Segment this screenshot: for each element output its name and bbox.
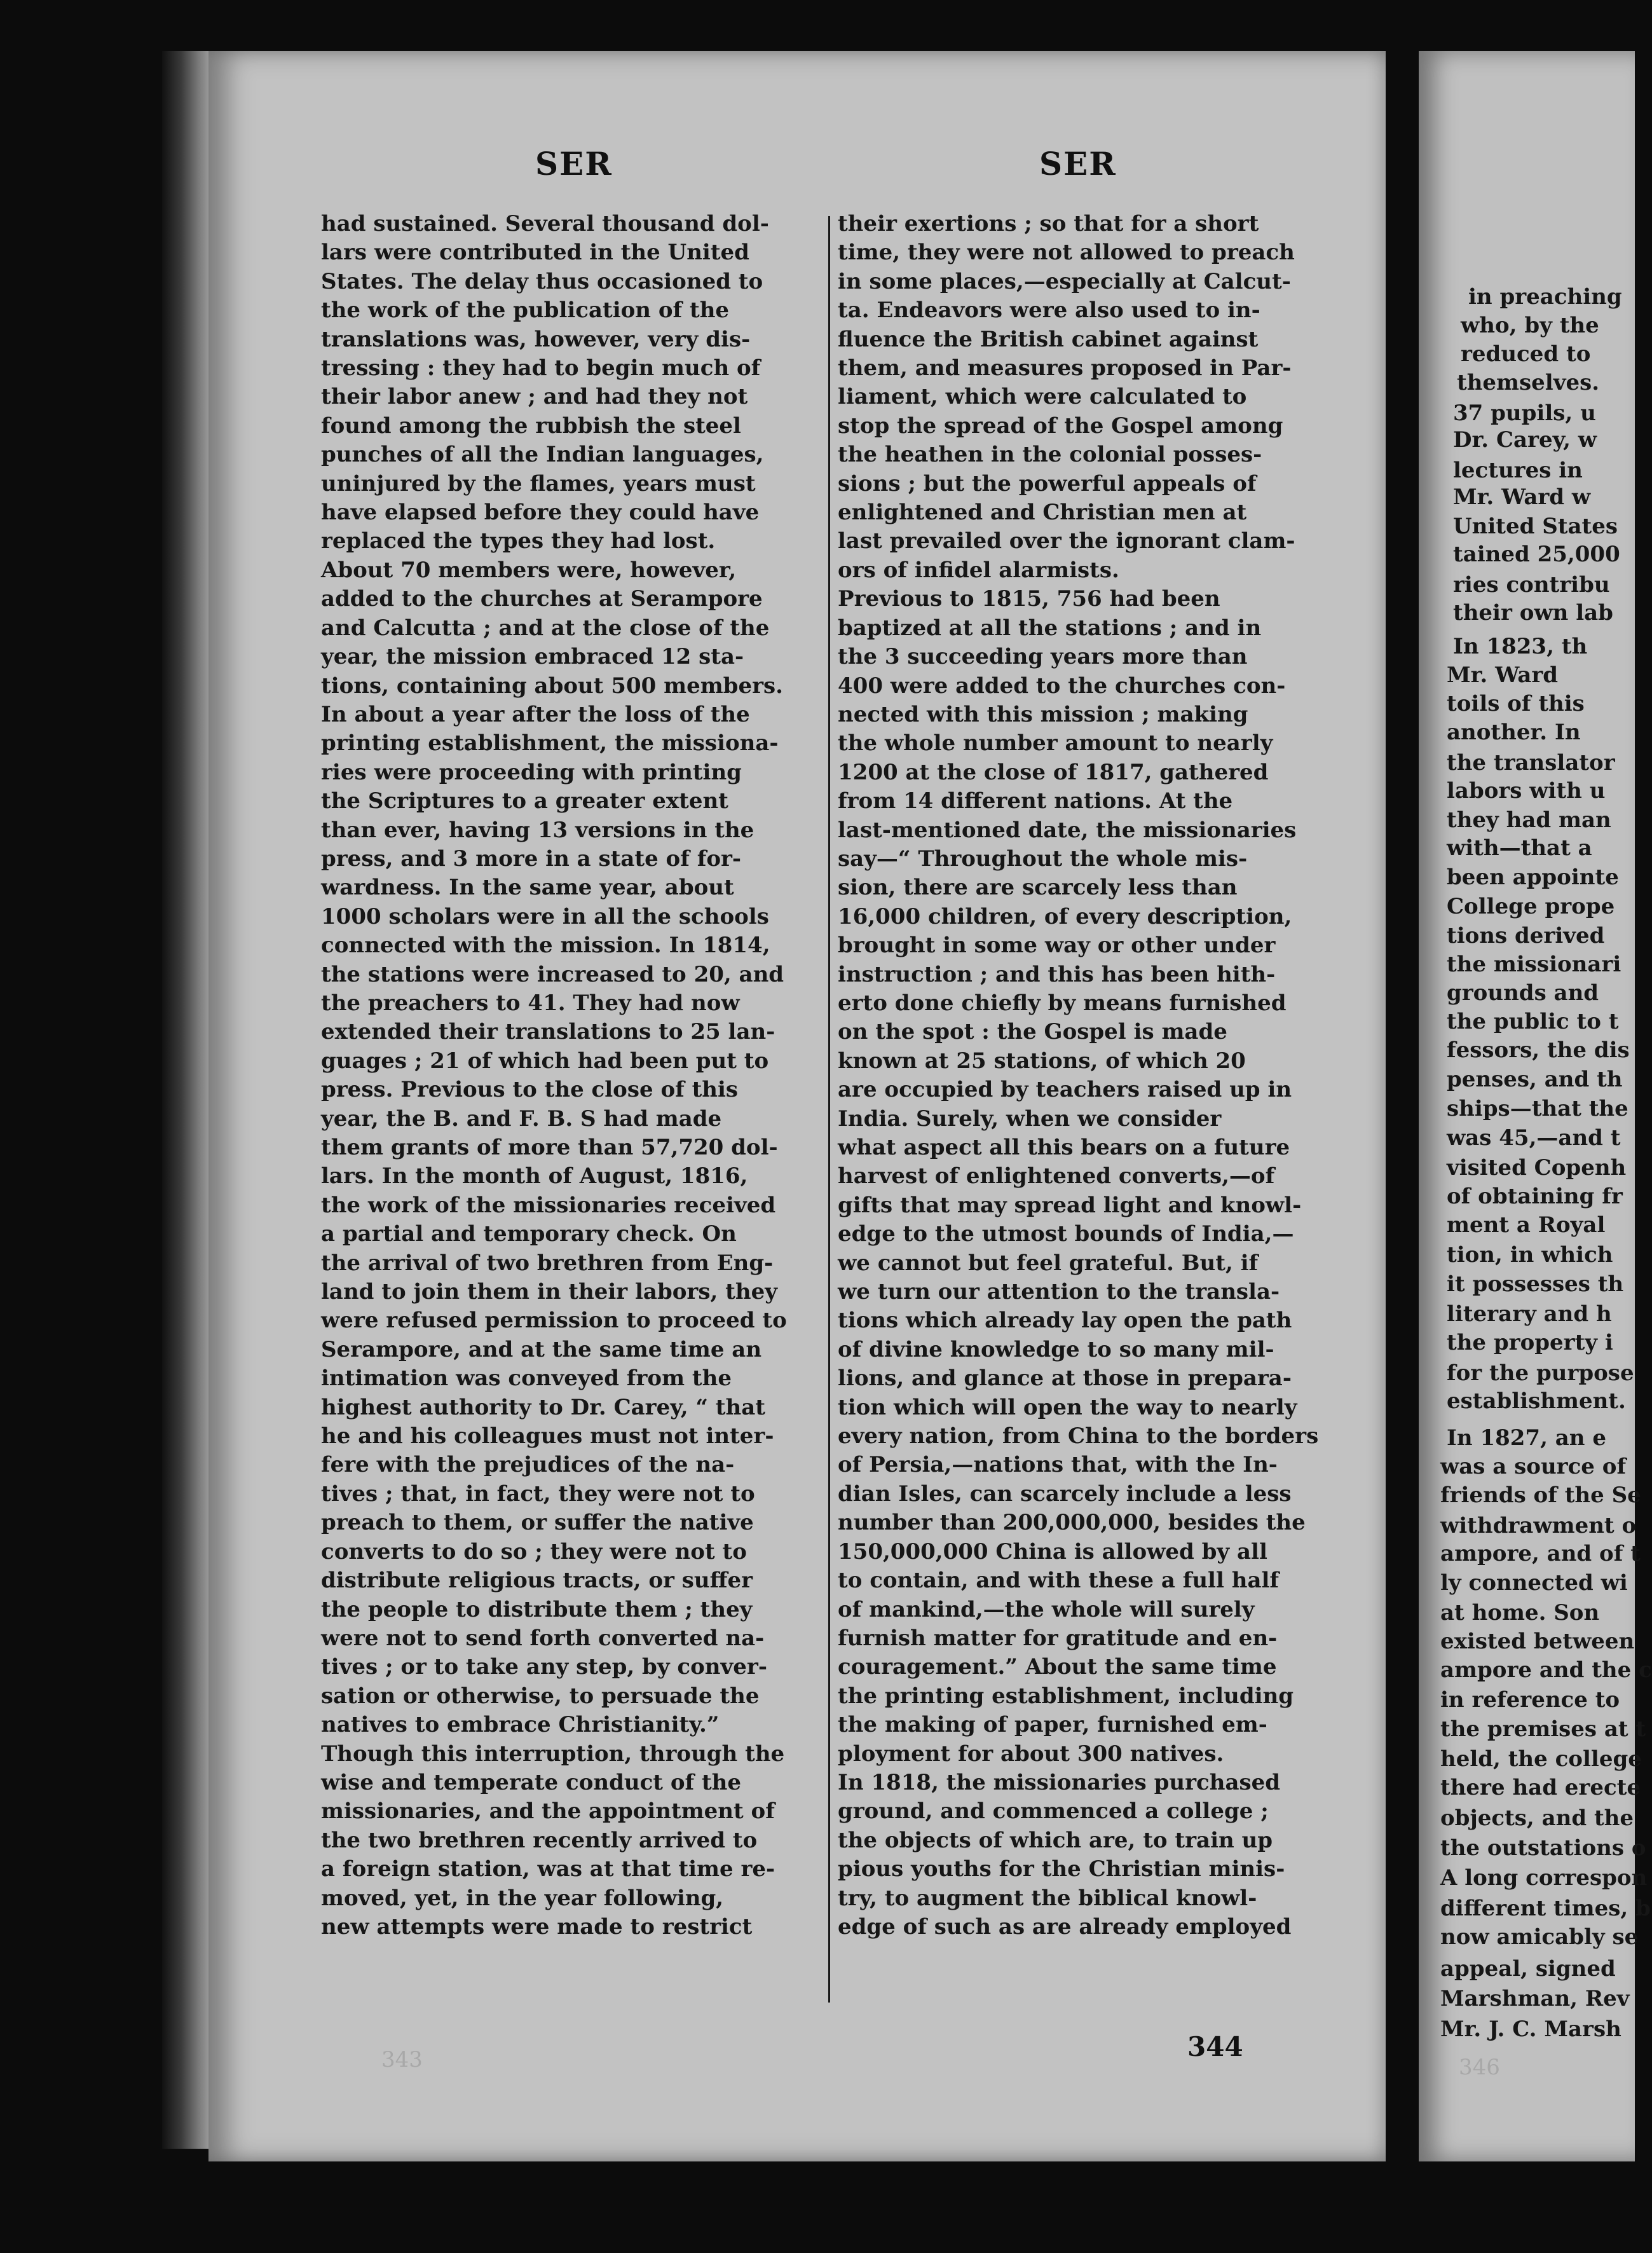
text-line: tion which will open the way to nearly xyxy=(838,1394,1297,1420)
facing-page-line: penses, and th xyxy=(1447,1067,1623,1092)
text-line: the arrival of two brethren from Eng- xyxy=(321,1250,774,1276)
book-spine-shadow xyxy=(162,51,210,2149)
facing-page-line: ships—that the xyxy=(1447,1096,1628,1121)
facing-page-line: ries contribu xyxy=(1453,572,1610,598)
text-column-left xyxy=(321,210,826,1941)
text-line: press, and 3 more in a state of for- xyxy=(321,846,742,872)
facing-page-line: A long correspon xyxy=(1440,1865,1648,1891)
facing-page-line: Dr. Carey, w xyxy=(1453,427,1597,453)
facing-page-line: the translator xyxy=(1447,750,1615,776)
text-line: the objects of which are, to train up xyxy=(838,1827,1273,1853)
facing-page-line: appeal, signed xyxy=(1440,1956,1616,1982)
facing-page-line: ampore and the c xyxy=(1440,1657,1652,1683)
text-line: from 14 different nations. At the xyxy=(838,788,1233,814)
text-line: Serampore, and at the same time an xyxy=(321,1336,762,1362)
facing-page-line: visited Copenh xyxy=(1447,1155,1627,1181)
text-line: year, the B. and F. B. S had made xyxy=(321,1106,722,1132)
text-line: dian Isles, can scarcely include a less xyxy=(838,1481,1292,1507)
text-line: the stations were increased to 20, and xyxy=(321,961,784,987)
text-line: nected with this mission ; making xyxy=(838,701,1248,727)
text-line: last-mentioned date, the missionaries xyxy=(838,817,1297,843)
facing-page-line: toils of this xyxy=(1447,691,1585,716)
text-line: sion, there are scarcely less than xyxy=(838,875,1238,901)
show-through-number-left: 343 xyxy=(381,2047,423,2072)
facing-page-line: labors with u xyxy=(1447,778,1606,804)
facing-page-line: the property i xyxy=(1447,1330,1613,1355)
text-line: brought in some way or other under xyxy=(838,933,1276,959)
facing-page-line: was a source of xyxy=(1440,1454,1627,1479)
text-line: harvest of enlightened converts,—of xyxy=(838,1163,1275,1189)
facing-page-line: different times, b xyxy=(1440,1896,1651,1921)
text-line: liament, which were calculated to xyxy=(838,384,1247,410)
text-line: converts to do so ; they were not to xyxy=(321,1538,747,1565)
text-line: land to join them in their labors, they xyxy=(321,1279,777,1305)
text-line: of mankind,—the whole will surely xyxy=(838,1596,1255,1622)
text-line: wise and temperate conduct of the xyxy=(321,1769,742,1795)
facing-page-line: ment a Royal xyxy=(1447,1212,1606,1238)
text-line: In 1818, the missionaries purchased xyxy=(838,1769,1281,1795)
facing-page xyxy=(1419,51,1652,2161)
facing-page-line: tions derived xyxy=(1447,923,1605,948)
text-line: of divine knowledge to so many mil- xyxy=(838,1336,1274,1362)
text-line: tions which already lay open the path xyxy=(838,1308,1292,1334)
facing-page-line: objects, and the xyxy=(1440,1805,1634,1831)
text-line: their exertions ; so that for a short xyxy=(838,211,1259,236)
text-line: natives to embrace Christianity.” xyxy=(321,1712,720,1738)
text-line: and Calcutta ; and at the close of the xyxy=(321,615,770,641)
facing-page-line: been appointe xyxy=(1447,865,1619,890)
text-line: were not to send forth converted na- xyxy=(321,1625,765,1651)
facing-page-line: College prope xyxy=(1447,894,1615,919)
facing-page-line: 37 pupils, u xyxy=(1453,401,1596,426)
facing-page-line: in reference to xyxy=(1440,1687,1620,1713)
facing-page-line: the public to t xyxy=(1447,1009,1619,1034)
text-line: 400 were added to the churches con- xyxy=(838,673,1286,699)
facing-page-line: they had man xyxy=(1447,807,1611,833)
text-line: States. The delay thus occasioned to xyxy=(321,268,763,294)
facing-page-line: In 1827, an e xyxy=(1447,1425,1606,1451)
facing-page-line: existed between xyxy=(1440,1629,1635,1654)
text-line: the 3 succeeding years more than xyxy=(838,644,1248,670)
text-line: Previous to 1815, 756 had been xyxy=(838,586,1220,612)
text-line: pious youths for the Christian minis- xyxy=(838,1856,1285,1882)
text-line: are occupied by teachers raised up in xyxy=(838,1077,1292,1103)
column-rule xyxy=(828,216,830,2003)
facing-page-line: friends of the Se xyxy=(1440,1483,1641,1508)
text-line: of Persia,—nations that, with the In- xyxy=(838,1452,1278,1478)
text-line: edge of such as are already employed xyxy=(838,1914,1292,1940)
text-line: sions ; but the powerful appeals of xyxy=(838,470,1257,496)
text-line: couragement.” About the same time xyxy=(838,1654,1277,1680)
facing-page-line: there had erecte xyxy=(1440,1775,1641,1800)
text-line: their labor anew ; and had they not xyxy=(321,384,748,410)
text-line: press. Previous to the close of this xyxy=(321,1077,739,1103)
facing-page-line: held, the college xyxy=(1440,1746,1642,1772)
text-line: added to the churches at Serampore xyxy=(321,586,763,612)
text-line: extended their translations to 25 lan- xyxy=(321,1019,775,1045)
page-number: 344 xyxy=(1187,2031,1243,2062)
text-line: uninjured by the flames, years must xyxy=(321,470,756,496)
text-line: the preachers to 41. They had now xyxy=(321,990,740,1016)
facing-page-line: Mr. J. C. Marsh xyxy=(1440,2017,1621,2042)
text-line: were refused permission to proceed to xyxy=(321,1308,787,1334)
text-line: tives ; or to take any step, by conver- xyxy=(321,1654,767,1680)
text-line: translations was, however, very dis- xyxy=(321,326,751,352)
text-line: say—“ Throughout the whole mis- xyxy=(838,846,1248,872)
text-line: sation or otherwise, to persuade the xyxy=(321,1683,760,1709)
text-line: the people to distribute them ; they xyxy=(321,1596,753,1622)
text-line: 150,000,000 China is allowed by all xyxy=(838,1538,1267,1565)
text-line: found among the rubbish the steel xyxy=(321,413,741,439)
text-line: printing establishment, the missiona- xyxy=(321,730,779,757)
text-line: the whole number amount to nearly xyxy=(838,730,1273,757)
text-line: wardness. In the same year, about xyxy=(321,875,734,901)
facing-page-line: in preaching xyxy=(1468,284,1622,310)
facing-page-line: ly connected wi xyxy=(1440,1570,1628,1596)
text-line: 16,000 children, of every description, xyxy=(838,903,1292,929)
show-through-number-right: 346 xyxy=(1459,2055,1500,2080)
facing-page-line: United States xyxy=(1453,514,1618,539)
text-line: year, the mission embraced 12 sta- xyxy=(321,644,744,670)
text-line: erto done chiefly by means furnished xyxy=(838,990,1287,1016)
text-line: the making of paper, furnished em- xyxy=(838,1712,1267,1738)
text-line: than ever, having 13 versions in the xyxy=(321,817,754,843)
text-line: have elapsed before they could have xyxy=(321,500,760,526)
text-line: the Scriptures to a greater extent xyxy=(321,788,728,814)
text-line: In about a year after the loss of the xyxy=(321,701,750,727)
text-line: them, and measures proposed in Par- xyxy=(838,355,1292,381)
text-line: in some places,—especially at Calcut- xyxy=(838,268,1291,294)
facing-page-line: reduced to xyxy=(1461,341,1591,367)
facing-page-line: it possesses th xyxy=(1447,1271,1624,1297)
text-line: connected with the mission. In 1814, xyxy=(321,933,770,959)
running-head-right: SER xyxy=(1039,145,1117,182)
facing-page-line: their own lab xyxy=(1453,600,1613,626)
text-line: the two brethren recently arrived to xyxy=(321,1827,758,1853)
text-line: India. Surely, when we consider xyxy=(838,1106,1222,1132)
text-line: what aspect all this bears on a future xyxy=(838,1135,1290,1160)
text-line: known at 25 stations, of which 20 xyxy=(838,1048,1246,1074)
facing-page-line: was 45,—and t xyxy=(1447,1125,1621,1151)
text-line: intimation was conveyed from the xyxy=(321,1366,732,1392)
facing-page-line: for the purpose xyxy=(1447,1360,1634,1386)
text-line: replaced the types they had lost. xyxy=(321,528,716,554)
facing-page-line: of obtaining fr xyxy=(1447,1184,1623,1209)
text-line: last prevailed over the ignorant clam- xyxy=(838,528,1295,554)
text-line: moved, yet, in the year following, xyxy=(321,1885,724,1911)
text-line: a foreign station, was at that time re- xyxy=(321,1856,775,1882)
text-line: lars were contributed in the United xyxy=(321,240,749,266)
facing-page-line: the outstations o xyxy=(1440,1835,1646,1861)
text-line: missionaries, and the appointment of xyxy=(321,1798,775,1825)
text-line: had sustained. Several thousand dol- xyxy=(321,211,769,236)
text-line: About 70 members were, however, xyxy=(321,557,737,583)
text-line: tives ; that, in fact, they were not to xyxy=(321,1481,755,1507)
text-line: lars. In the month of August, 1816, xyxy=(321,1163,748,1189)
text-column-right xyxy=(838,210,1334,1941)
facing-page-line: now amicably se xyxy=(1440,1924,1639,1950)
facing-page-line: themselves. xyxy=(1457,370,1600,395)
text-line: ors of infidel alarmists. xyxy=(838,557,1119,583)
text-line: punches of all the Indian languages, xyxy=(321,442,764,468)
text-line: ta. Endeavors were also used to in- xyxy=(838,298,1260,324)
facing-page-line: the premises at t xyxy=(1440,1716,1646,1742)
text-line: furnish matter for gratitude and en- xyxy=(838,1625,1278,1651)
facing-page-line: another. In xyxy=(1447,720,1581,745)
text-line: try, to augment the biblical knowl- xyxy=(838,1885,1257,1911)
text-line: gifts that may spread light and knowl- xyxy=(838,1192,1302,1218)
text-line: Though this interruption, through the xyxy=(321,1741,785,1767)
text-line: distribute religious tracts, or suffer xyxy=(321,1568,753,1594)
facing-page-line: Mr. Ward w xyxy=(1453,484,1591,510)
facing-page-line: grounds and xyxy=(1447,980,1599,1006)
facing-page-line: withdrawment o xyxy=(1440,1513,1637,1538)
text-line: fluence the British cabinet against xyxy=(838,326,1259,352)
text-line: tions, containing about 500 members. xyxy=(321,673,783,699)
facing-page-line: who, by the xyxy=(1461,313,1599,338)
facing-page-line: at home. Son xyxy=(1440,1600,1600,1626)
text-line: a partial and temporary check. On xyxy=(321,1221,737,1247)
facing-page-line: tained 25,000 xyxy=(1453,542,1620,567)
facing-page-line: lectures in xyxy=(1453,458,1583,483)
running-head-left: SER xyxy=(535,145,613,182)
text-line: he and his colleagues must not inter- xyxy=(321,1423,774,1449)
facing-page-line: tion, in which xyxy=(1447,1242,1613,1268)
text-line: enlightened and Christian men at xyxy=(838,500,1247,526)
facing-page-line: establishment. xyxy=(1447,1388,1626,1414)
text-line: guages ; 21 of which had been put to xyxy=(321,1048,769,1074)
facing-page-line: literary and h xyxy=(1447,1301,1612,1327)
facing-page-line: fessors, the dis xyxy=(1447,1037,1630,1063)
facing-page-line: with—that a xyxy=(1447,835,1592,861)
facing-page-line: In 1823, th xyxy=(1453,634,1588,659)
text-line: time, they were not allowed to preach xyxy=(838,240,1295,266)
text-line: the heathen in the colonial posses- xyxy=(838,442,1262,468)
facing-page-line: Mr. Ward xyxy=(1447,662,1559,688)
text-line: fere with the prejudices of the na- xyxy=(321,1452,735,1478)
text-line: instruction ; and this has been hith- xyxy=(838,961,1276,987)
text-line: to contain, and with these a full half xyxy=(838,1568,1280,1594)
text-line: new attempts were made to restrict xyxy=(321,1914,753,1940)
text-line: the work of the publication of the xyxy=(321,298,730,324)
text-line: every nation, from China to the borders xyxy=(838,1423,1319,1449)
facing-page-line: ampore, and of t xyxy=(1440,1541,1641,1566)
facing-page-line: the missionari xyxy=(1447,952,1621,977)
text-line: ground, and commenced a college ; xyxy=(838,1798,1269,1825)
text-line: 1200 at the close of 1817, gathered xyxy=(838,759,1269,785)
text-line: the printing establishment, including xyxy=(838,1683,1294,1709)
facing-page-line: Marshman, Rev xyxy=(1440,1986,1630,2011)
text-line: number than 200,000,000, besides the xyxy=(838,1510,1306,1536)
text-line: edge to the utmost bounds of India,— xyxy=(838,1221,1294,1247)
text-line: the work of the missionaries received xyxy=(321,1192,776,1218)
text-line: we turn our attention to the transla- xyxy=(838,1279,1280,1305)
text-line: we cannot but feel grateful. But, if xyxy=(838,1250,1259,1276)
text-line: ployment for about 300 natives. xyxy=(838,1741,1224,1767)
text-line: baptized at all the stations ; and in xyxy=(838,615,1262,641)
text-line: lions, and glance at those in prepara- xyxy=(838,1366,1292,1392)
text-line: stop the spread of the Gospel among xyxy=(838,413,1283,439)
text-line: 1000 scholars were in all the schools xyxy=(321,903,769,929)
text-line: highest authority to Dr. Carey, “ that xyxy=(321,1394,765,1420)
text-line: preach to them, or suffer the native xyxy=(321,1510,754,1536)
text-line: ries were proceeding with printing xyxy=(321,759,742,785)
text-line: them grants of more than 57,720 dol- xyxy=(321,1135,778,1160)
text-line: tressing : they had to begin much of xyxy=(321,355,761,381)
text-line: on the spot : the Gospel is made xyxy=(838,1019,1227,1045)
